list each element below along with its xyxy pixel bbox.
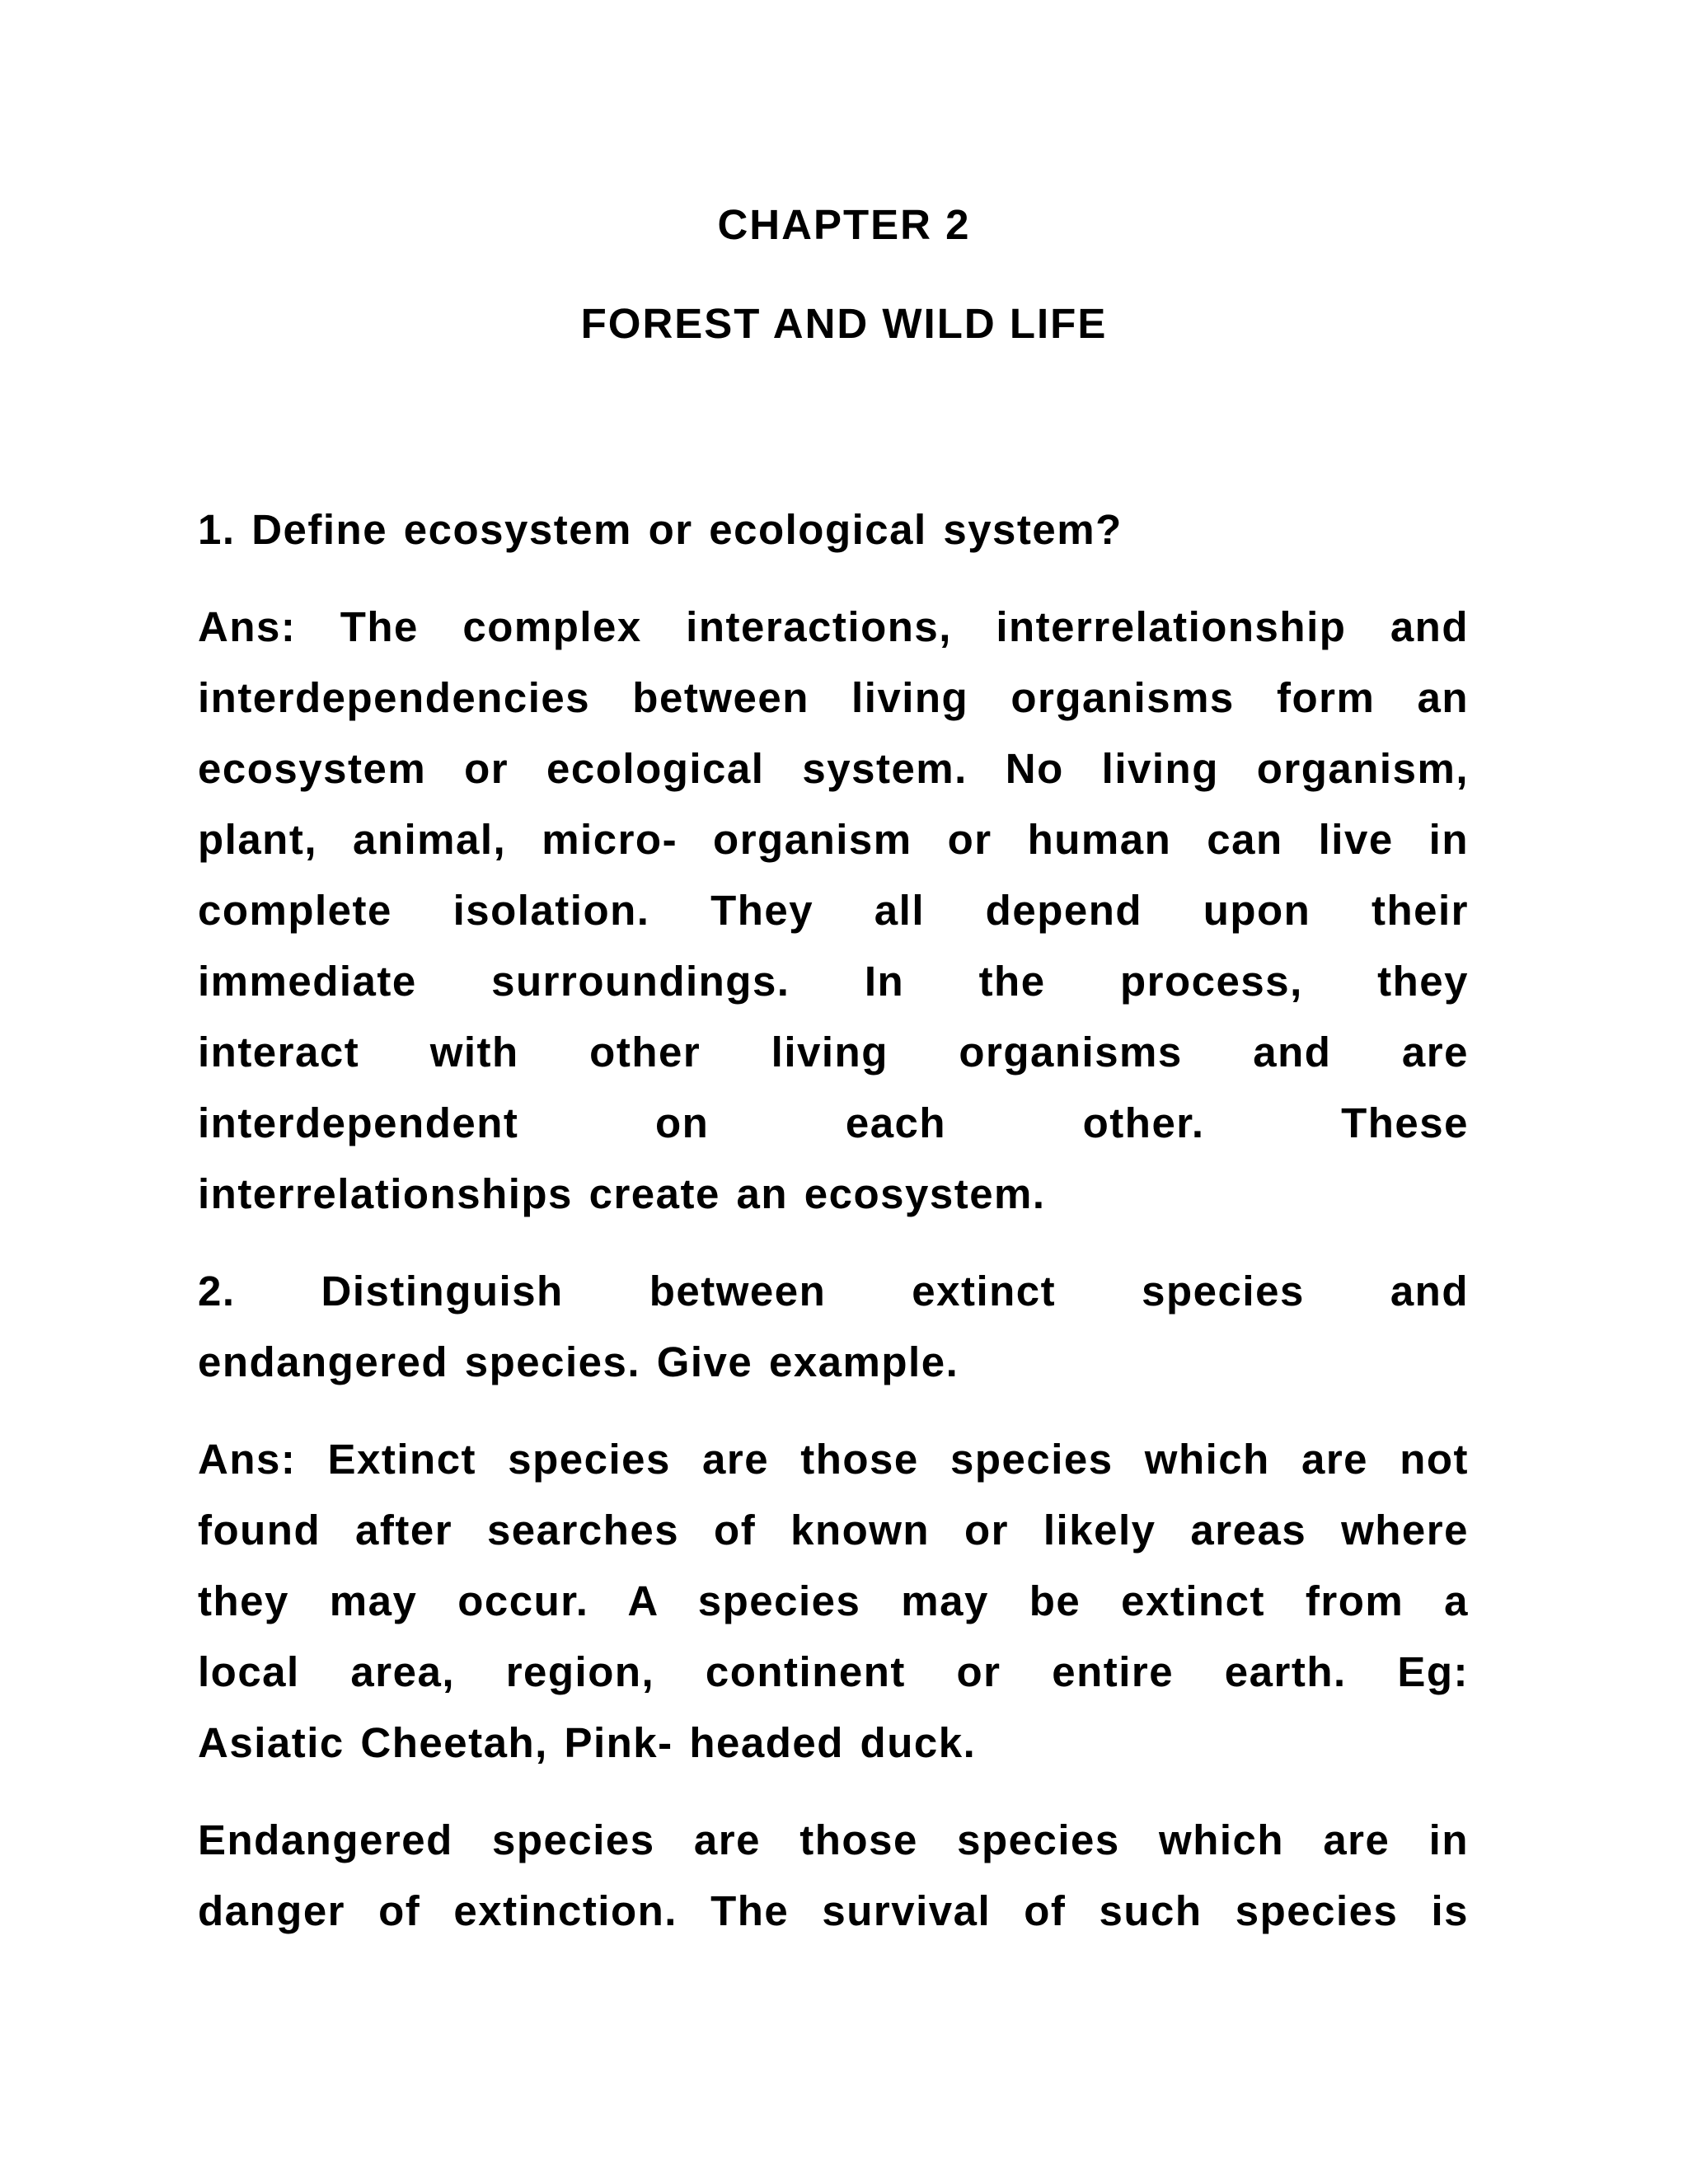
answer-1-line: Ans: The complex interactions, interrelationship and: [198, 603, 1469, 650]
answer-2-endangered: [198, 1805, 1469, 1947]
question-1-text: 1. Define ecosystem or ecological system?: [198, 506, 1123, 553]
answer-2-endangered-line: danger of extinction. The survival of such species is: [198, 1887, 1469, 1934]
question-2-line: endangered species. Give example.: [198, 1338, 959, 1385]
answer-1-line: interrelationships create an ecosystem.: [198, 1170, 1046, 1217]
answer-2-extinct-line: Asiatic Cheetah, Pink- headed duck.: [198, 1719, 977, 1766]
answer-2-endangered-line: Endangered species are those species which are in: [198, 1816, 1469, 1863]
chapter-title: CHAPTER 2: [717, 201, 971, 248]
answer-1-line: interdependent on each other. These: [198, 1099, 1469, 1146]
answer-1-line: complete isolation. They all depend upon their: [198, 887, 1469, 934]
answer-1-line: immediate surroundings. In the process, they: [198, 958, 1469, 1005]
document-body: [198, 494, 1469, 1973]
answer-1-line: interact with other living organisms and are: [198, 1029, 1469, 1076]
question-1: [198, 494, 1469, 565]
answer-1-line: interdependencies between living organisms form an: [198, 674, 1469, 721]
answer-2-extinct: [198, 1424, 1469, 1779]
answer-1-line: plant, animal, micro- organism or human can live in: [198, 816, 1469, 863]
answer-2-extinct-line: found after searches of known or likely areas where: [198, 1507, 1469, 1554]
question-2-line: 2. Distinguish between extinct species and: [198, 1268, 1469, 1315]
answer-2-extinct-line: Ans: Extinct species are those species which are not: [198, 1436, 1469, 1483]
answer-1: [198, 592, 1469, 1230]
question-2: [198, 1256, 1469, 1398]
chapter-subtitle: FOREST AND WILD LIFE: [580, 300, 1108, 347]
answer-2-extinct-line: local area, region, continent or entire earth. Eg:: [198, 1648, 1469, 1695]
answer-2-extinct-line: they may occur. A species may be extinct from a: [198, 1577, 1469, 1624]
answer-1-line: ecosystem or ecological system. No living organism,: [198, 745, 1469, 792]
